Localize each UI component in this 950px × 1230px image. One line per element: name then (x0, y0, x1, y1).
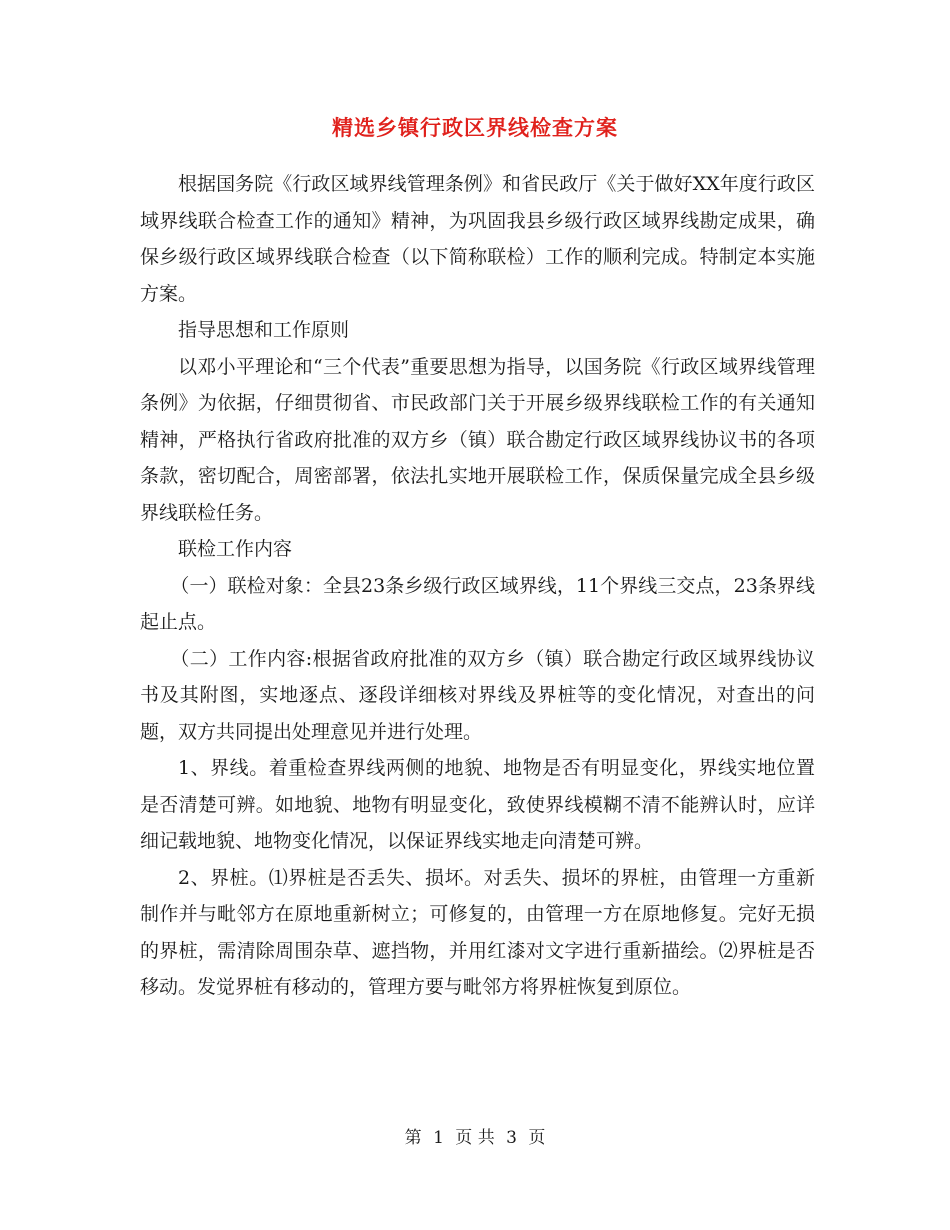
paragraph-boundary-line: 1、界线。着重检查界线两侧的地貌、地物是否有明显变化，界线实地位置是否清楚可辨。如地貌、地物有明显变化，致使界线模糊不清不能辨认时，应详细记载地貌、地物变化情况，以保证界线实地走向清楚可辨。 (140, 757, 815, 852)
paragraph-work-content: （二）工作内容:根据省政府批准的双方乡（镇）联合勘定行政区域界线协议书及其附图，实地逐点、逐段详细核对界线及界桩等的变化情况，对查出的问题，双方共同提出处理意见并进行处理。 (140, 647, 815, 743)
heading-work-content: 联检工作内容 (178, 538, 293, 560)
paragraph-boundary-markers: 2、界桩。⑴界桩是否丢失、损坏。对丢失、损坏的界桩，由管理一方重新制作并与毗邻方在原地重新树立；可修复的，由管理一方在原地修复。完好无损的界桩，需清除周围杂草、遮挡物，并用红漆对文字进行重新描绘。⑵界桩是否移动。发觉界桩有移动的，管理方要与毗邻方将界桩恢复到原位。 (140, 866, 815, 998)
heading-guiding-principles: 指导思想和工作原则 (178, 319, 350, 341)
footer-label-of: 页 共 (455, 1128, 495, 1148)
paragraph-intro: 根据国务院《行政区域界线管理条例》和省民政厅《关于做好XX年度行政区域界线联合检查工作的通知》精神，为巩固我县乡级行政区域界线勘定成果，确保乡级行政区域界线联合检查（以下简称联检）工作的顺利完成。特制定本实施方案。 (140, 173, 815, 305)
paragraph-guiding-principles: 以邓小平理论和“三个代表”重要思想为指导，以国务院《行政区域界线管理条例》为依据，仔细贯彻省、市民政部门关于开展乡级界线联检工作的有关通知精神，严格执行省政府批准的双方乡（镇）联合勘定行政区域界线协议书的各项条款，密切配合，周密部署，依法扎实地开展联检工作，保质保量完成全县乡级界线联检任务。 (140, 355, 815, 524)
footer-label-page: 第 (404, 1128, 422, 1148)
document-title: 精选乡镇行政区界线检查方案 (332, 115, 618, 140)
footer-current-page: 1 (433, 1128, 444, 1148)
document-body (140, 166, 815, 1006)
footer-label-pages: 页 (528, 1128, 546, 1148)
footer-total-pages: 3 (506, 1128, 517, 1148)
paragraph-inspection-targets: （一）联检对象：全县23条乡级行政区域界线，11个界线三交点，23条界线起止点。 (140, 574, 815, 633)
page-footer (0, 1124, 950, 1152)
